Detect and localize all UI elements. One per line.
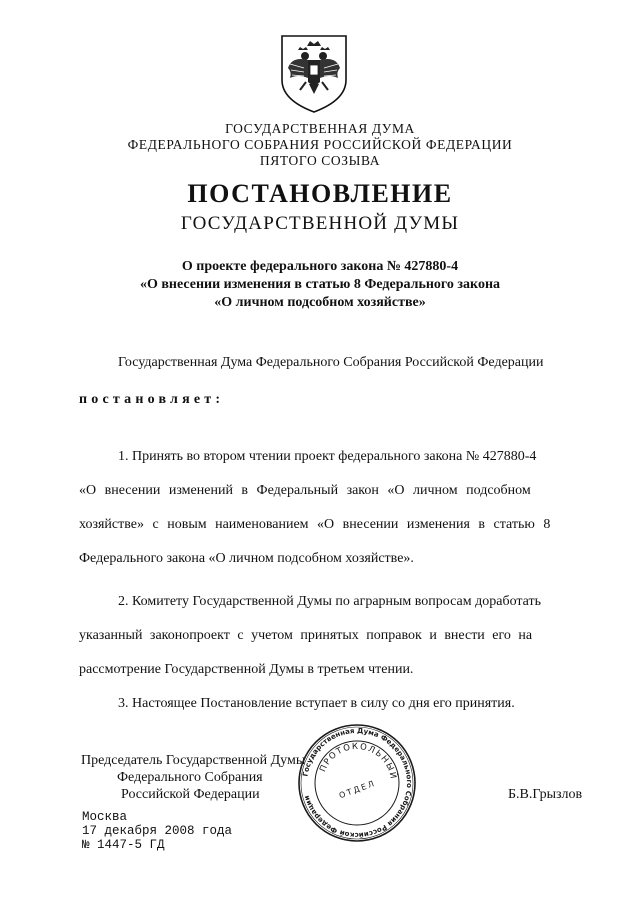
signatory-name: Б.В.Грызлов	[508, 787, 583, 802]
stamp-outer-text: Государственная Дума Федерального Собрания Российской Федерации	[301, 726, 414, 840]
signatory-title-line-3: Российской Федерации	[121, 787, 260, 802]
item-1-line-3: хозяйстве» с новым наименованием «О внесении изменения в статью 8	[79, 517, 551, 532]
item-2-line-1: 2. Комитету Государственной Думы по аграрным вопросам доработать	[118, 594, 542, 609]
document-date: 17 декабря 2008 года	[82, 824, 233, 838]
item-1-line-4: Федерального закона «О личном подсобном хозяйстве».	[79, 551, 414, 566]
issuer-line-1: ГОСУДАРСТВЕННАЯ ДУМА	[225, 121, 415, 136]
issuer-line-3: ПЯТОГО СОЗЫВА	[259, 153, 381, 168]
issuer-line-2: ФЕДЕРАЛЬНОГО СОБРАНИЯ РОССИЙСКОЙ ФЕДЕРАЦИИ	[127, 137, 513, 152]
subject-line-2: «О внесении изменения в статью 8 Федерального закона	[139, 277, 501, 292]
stamp-inner-text: ОТДЕЛ	[337, 778, 378, 801]
signatory-title-line-2: Федерального Собрания	[117, 770, 263, 785]
document-title: ПОСТАНОВЛЕНИЕ	[187, 179, 453, 208]
item-1-line-2-text: «О внесении изменений в Федеральный закон «О личном подсобном	[79, 483, 531, 498]
document-subtitle: ГОСУДАРСТВЕННОЙ ДУМЫ	[180, 213, 460, 234]
official-stamp-icon	[296, 722, 418, 844]
subject-line-3: «О личном подсобном хозяйстве»	[214, 295, 426, 310]
coat-of-arms-icon	[278, 34, 350, 114]
item-3-line-1: 3. Настоящее Постановление вступает в силу со дня его принятия.	[118, 696, 515, 711]
intro-text: Государственная Дума Федерального Собрания Российской Федерации	[118, 355, 544, 370]
svg-text:ПРОТОКОЛЬНЫЙ	[318, 742, 400, 781]
item-2-line-2: указанный законопроект с учетом принятых поправок и внести его на	[79, 628, 533, 643]
document-number: № 1447-5 ГД	[82, 838, 165, 852]
signatory-title-line-1: Председатель Государственной Думы	[81, 753, 306, 768]
subject-line-1: О проекте федерального закона № 427880-4	[181, 259, 459, 274]
resolves-word: постановляет:	[79, 392, 225, 407]
document-city: Москва	[82, 810, 128, 824]
stamp-middle-text: ПРОТОКОЛЬНЫЙ	[318, 741, 399, 781]
item-2-line-3: рассмотрение Государственной Думы в третьем чтении.	[79, 662, 414, 677]
item-1-line-1: 1. Принять во втором чтении проект федерального закона № 427880-4	[118, 449, 537, 464]
item-1-line-2	[79, 483, 591, 499]
